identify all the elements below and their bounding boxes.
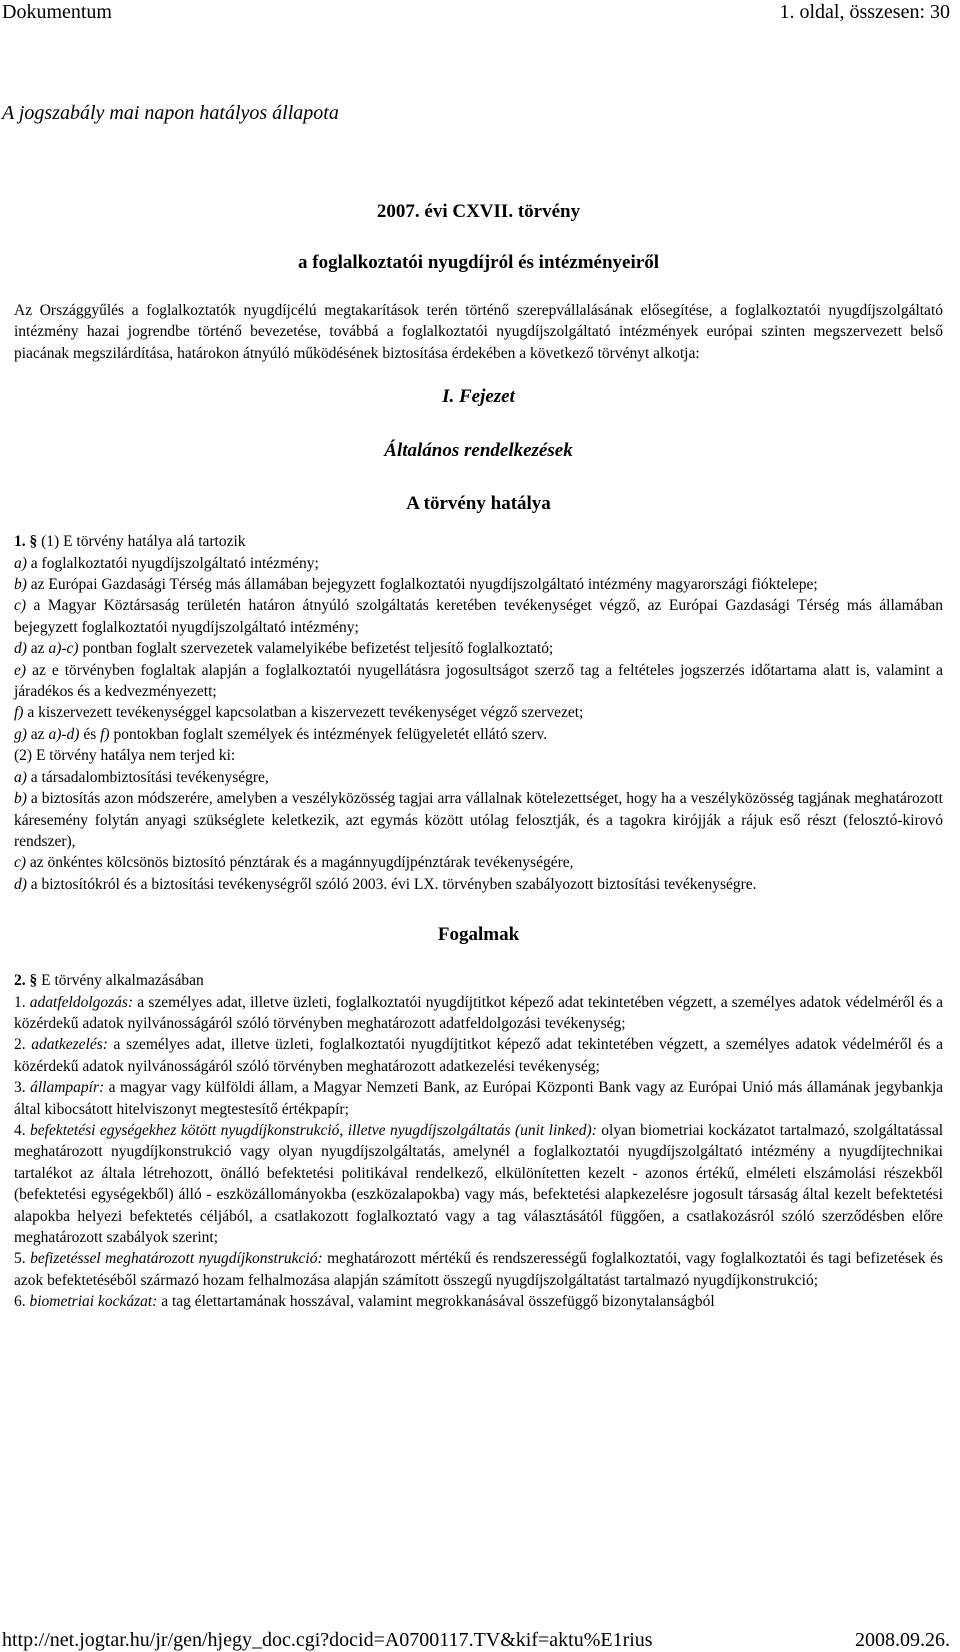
document-label: Dokumentum (2, 1, 112, 23)
list-item: c) a Magyar Köztársaság területén határon átnyúló szolgáltatás keretében tevékenységet végző, az Európai Gazdasági Térség más államában bejegyzett foglalkoztatói nyugdíjszolgáltató intézmény; (14, 597, 943, 636)
list-item: a) a foglalkoztatói nyugdíjszolgáltató intézmény; (14, 554, 319, 572)
chapter-number: I. Fejezet (442, 386, 515, 408)
definition-item: 3. állampapír: a magyar vagy külföldi állam, a Magyar Nemzeti Bank, az Európai Központi Bank vagy az Európai Unió más államának jegybankja által kibocsátott hitelviszonyt megtestesítő értékpapír; (14, 1079, 944, 1118)
section-heading-scope: A törvény hatálya (406, 493, 551, 515)
law-title: 2007. évi CXVII. törvény (376, 201, 581, 222)
list-item: d) a biztosítókról és a biztosítási tevékenységről szóló 2003. évi LX. törvényben szabályozott biztosítási tevékenységre. (14, 875, 757, 893)
section-heading-definitions: Fogalmak (437, 924, 520, 946)
list-item: b) a biztosítás azon módszerére, amelyben a veszélyközösség tagjai arra vállalnak kötelezettséget, hogy ha a veszélyközösség tagjának meghatározott káresemény folytán anyagi szükséglete keletkezik, azt egymás között utólag felosztják, és a tagokra kirójják a rájuk eső részt (felosztó-kirovó rendszer), (14, 790, 943, 850)
list-item: a) a társadalombiztosítási tevékenységre, (14, 768, 269, 786)
section-1-para-2: (2) E törvény hatálya nem terjed ki: (14, 747, 236, 765)
definition-item: 6. biometriai kockázat: a tag élettartamának hosszával, valamint megrokkanásával összefüggő bizonytalanságból (14, 1293, 715, 1311)
print-date: 2008.09.26. (855, 1629, 950, 1651)
definition-item: 5. befizetéssel meghatározott nyugdíjkonstrukció: meghatározott mértékű és rendszerességű foglalkoztatói, vagy foglalkoztatói és tagi befizetések és azok befektetéséből származó hozam felhalmozása alapján számított összegű nyugdíjszolgáltatást tartalmazó nyugdíjkonstrukció; (14, 1250, 944, 1289)
list-item: e) az e törvényben foglaltak alapján a foglalkoztatói nyugellátásra jogosultságot szerző tag a feltételes jogszerzés időtartama alatt is, valamint a járadékos és a kedvezményezett; (14, 661, 943, 701)
definition-item: 4. befektetési egységekhez kötött nyugdíjkonstrukció, illetve nyugdíjszolgáltatás (unit linked): olyan biometriai kockázatot tartalmazó, szolgáltatással meghatározott nyugdíjkonstrukció vagy olyan nyugdíjszolgáltatás, amelynél a foglalkoztatói nyugdíjszolgáltató intézmény a nyugdíjtechnikai tartalékot az általa létrehozott, önálló befektetési politikával rendelkező, elkülönítetten kezelt - azonos értékű, elméleti elszámolási részekből (befektetési egységekből) álló - eszközállományokba (eszközalapokba) vagy más, befektetési alapkezelésre jogosult társaság által kezelt befektetési alapokba helyezi befektetés céljából, a csatlakozott foglalkoztató vagy a tag választásától függően, a csatlakozásról szóló szerződésben előre meghatározott szabályok szerint; (14, 1121, 944, 1246)
page-header (0, 0, 950, 24)
section-2-intro: 2. § E törvény alkalmazásában (14, 972, 204, 990)
source-url: http://net.jogtar.hu/jr/gen/hjegy_doc.cgi?docid=A0700117.TV&kif=aktu%E1rius (2, 1629, 653, 1651)
document-body (14, 200, 943, 1313)
definition-item: 2. adatkezelés: a személyes adat, illetve üzleti, foglalkoztatói nyugdíjtitkot képező adat tekintetében végzett, a személyes adatok védelméről és a közérdekű adatok nyilvánosságáról szóló törvényben meghatározott adatkezelési tevékenység; (14, 1036, 943, 1075)
list-item: d) az a)-c) pontban foglalt szervezetek valamelyikébe befizetést teljesítő foglalkoztató; (14, 640, 554, 658)
preamble: Az Országgyűlés a foglalkoztatók nyugdíjcélú megtakarítások terén történő szerepvállalásának elősegítése, a foglalkoztatói nyugdíjszolgáltató intézmény hazai jogrendbe történő bevezetése, továbbá a foglalkoztatói nyugdíjszolgáltató intézmények európai szinten megszervezett belső piacának megszilárdítása, határokon átnyúló működésének biztosítása érdekében a következő törvényt alkotja: (14, 302, 943, 362)
list-item: g) az a)-d) és f) pontokban foglalt személyek és intézmények felügyeletét ellátó szerv. (14, 725, 548, 743)
list-item: b) az Európai Gazdasági Térség más államában bejegyzett foglalkoztatói nyugdíjszolgáltató intézmény magyarországi fióktelepe; (14, 576, 818, 594)
definition-item: 1. adatfeldolgozás: a személyes adat, illetve üzleti, foglalkoztatói nyugdíjtitkot képező adat tekintetében végzett, a személyes adatok védelméről és a közérdekű adatok nyilvánosságáról szóló törvényben meghatározott adatfeldolgozási tevékenység; (14, 993, 943, 1032)
status-line: A jogszabály mai napon hatályos állapota (2, 102, 339, 124)
chapter-title: Általános rendelkezések (384, 440, 573, 462)
list-item: c) az önkéntes kölcsönös biztosító pénztárak és a magánnyugdíjpénztárak tevékenységére, (14, 854, 574, 872)
page-footer (0, 1628, 950, 1652)
list-item: f) a kiszervezett tevékenységgel kapcsolatban a kiszervezett tevékenységet végző szervezet; (14, 704, 584, 722)
section-1-intro: 1. § (1) E törvény hatálya alá tartozik (14, 533, 246, 551)
law-subtitle: a foglalkoztatói nyugdíjról és intézményeiről (298, 252, 659, 273)
page-counter: 1. oldal, összesen: 30 (779, 1, 950, 23)
